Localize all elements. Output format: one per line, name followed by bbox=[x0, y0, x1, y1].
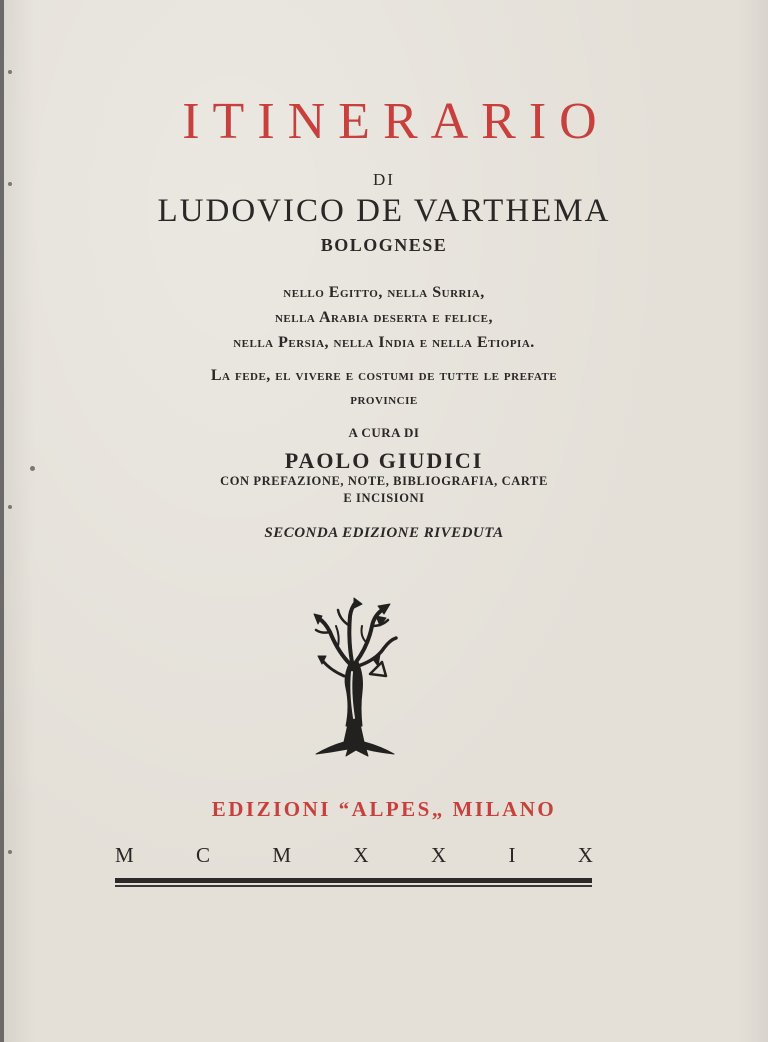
year-letter: C bbox=[196, 843, 211, 867]
year-letter: M bbox=[272, 843, 292, 867]
curator-name: PAOLO GIUDICI bbox=[284, 448, 484, 473]
publication-year bbox=[115, 843, 593, 868]
curator-label: A CURA DI bbox=[348, 425, 420, 440]
subtitle-line: provincie bbox=[350, 391, 418, 408]
subtitle-line: nella Arabia deserta e felice, bbox=[274, 309, 494, 326]
year-letter: X bbox=[577, 843, 593, 867]
author-origin: BOLOGNESE bbox=[320, 235, 448, 255]
binding-hole bbox=[8, 70, 12, 74]
year-letter: X bbox=[430, 843, 447, 867]
double-rule-divider bbox=[115, 878, 592, 887]
book-title: ITINERARIO bbox=[182, 93, 610, 150]
tree-woodcut-icon bbox=[310, 596, 400, 761]
edition-note: SECONDA EDIZIONE RIVEDUTA bbox=[264, 525, 504, 541]
publisher-imprint: EDIZIONI “ALPES„ MILANO bbox=[211, 797, 557, 821]
subtitle-line: La fede, el vivere e costumi de tutte le prefate bbox=[210, 367, 558, 384]
year-letter: X bbox=[353, 843, 369, 867]
year-letter: I bbox=[508, 843, 516, 867]
binding-hole bbox=[8, 850, 12, 854]
year-letter: M bbox=[115, 843, 134, 867]
subtitle-line: nello Egitto, nella Surria, bbox=[283, 284, 485, 301]
curator-notes: CON PREFAZIONE, NOTE, BIBLIOGRAFIA, CARTE bbox=[220, 474, 548, 488]
curator-notes: E INCISIONI bbox=[343, 491, 425, 505]
subtitle-line: nella Persia, nella India e nella Etiopia. bbox=[233, 334, 535, 351]
author-name: LUDOVICO DE VARTHEMA bbox=[157, 193, 611, 229]
by-label: DI bbox=[373, 170, 395, 189]
